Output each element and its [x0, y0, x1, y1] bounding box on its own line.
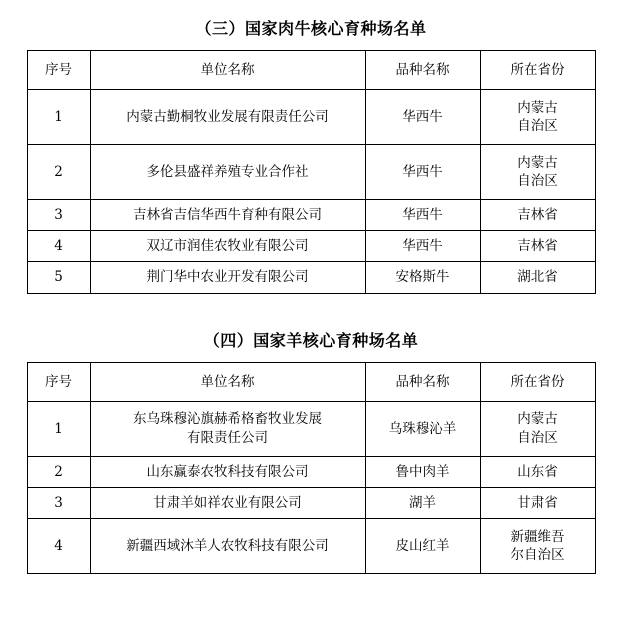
section-title: （三）国家肉牛核心育种场名单 — [195, 19, 427, 38]
cell-breed: 湖羊 — [365, 487, 480, 518]
table-body — [27, 90, 595, 294]
cell-index: 2 — [27, 456, 90, 487]
table-row — [27, 231, 595, 262]
sheep-table — [27, 362, 596, 574]
cell-province: 吉林省 — [480, 200, 595, 231]
table-row — [27, 487, 595, 518]
table-row — [27, 456, 595, 487]
cell-province: 内蒙古 自治区 — [480, 90, 595, 145]
cell-unit-name: 甘肃羊如祥农业有限公司 — [90, 487, 365, 518]
column-header-breed: 品种名称 — [365, 362, 480, 401]
table-header — [27, 51, 595, 90]
column-header-province: 所在省份 — [480, 51, 595, 90]
cell-unit-name: 吉林省吉信华西牛育种有限公司 — [90, 200, 365, 231]
cell-breed: 华西牛 — [365, 145, 480, 200]
cell-index: 5 — [27, 262, 90, 293]
cell-breed: 安格斯牛 — [365, 262, 480, 293]
cell-unit-name: 荆门华中农业开发有限公司 — [90, 262, 365, 293]
cell-breed: 华西牛 — [365, 90, 480, 145]
section-title: （四）国家羊核心育种场名单 — [203, 330, 419, 350]
cell-province: 新疆维吾 尔自治区 — [480, 519, 595, 574]
table-header-row — [27, 51, 595, 90]
cell-unit-name: 山东赢泰农牧科技有限公司 — [90, 456, 365, 487]
cell-index: 2 — [27, 145, 90, 200]
column-header-breed: 品种名称 — [365, 51, 480, 90]
cell-province: 吉林省 — [480, 231, 595, 262]
cell-unit-name: 多伦县盛祥养殖专业合作社 — [90, 145, 365, 200]
cell-index: 4 — [27, 519, 90, 574]
column-header-index: 序号 — [27, 362, 90, 401]
cell-province: 甘肃省 — [480, 487, 595, 518]
cell-province: 湖北省 — [480, 262, 595, 293]
cell-index: 3 — [27, 487, 90, 518]
column-header-province: 所在省份 — [480, 362, 595, 401]
table-row — [27, 401, 595, 456]
cell-index: 3 — [27, 200, 90, 231]
cell-unit-name: 内蒙古勤桐牧业发展有限责任公司 — [90, 90, 365, 145]
cell-breed: 皮山红羊 — [365, 519, 480, 574]
cell-breed: 华西牛 — [365, 231, 480, 262]
cell-breed: 华西牛 — [365, 200, 480, 231]
table-row — [27, 90, 595, 145]
section-sheep — [0, 312, 622, 574]
cell-province: 内蒙古 自治区 — [480, 145, 595, 200]
table-header — [27, 362, 595, 401]
cell-breed: 鲁中肉羊 — [365, 456, 480, 487]
cell-unit-name: 新疆西域沐羊人农牧科技有限公司 — [90, 519, 365, 574]
cell-index: 1 — [27, 90, 90, 145]
table-row — [27, 519, 595, 574]
cell-province: 内蒙古 自治区 — [480, 401, 595, 456]
beef-cattle-table — [27, 50, 596, 294]
table-body — [27, 401, 595, 573]
table-row — [27, 200, 595, 231]
column-header-unit-name: 单位名称 — [90, 51, 365, 90]
cell-breed: 乌珠穆沁羊 — [365, 401, 480, 456]
column-header-index: 序号 — [27, 51, 90, 90]
table-row — [27, 262, 595, 293]
table-header-row — [27, 362, 595, 401]
cell-unit-name: 双辽市润佳农牧业有限公司 — [90, 231, 365, 262]
column-header-unit-name: 单位名称 — [90, 362, 365, 401]
cell-unit-name: 东乌珠穆沁旗赫希格畜牧业发展 有限责任公司 — [90, 401, 365, 456]
section-gap — [0, 294, 622, 312]
cell-index: 4 — [27, 231, 90, 262]
table-row — [27, 145, 595, 200]
cell-index: 1 — [27, 401, 90, 456]
cell-province: 山东省 — [480, 456, 595, 487]
section-beef-cattle — [0, 0, 622, 294]
